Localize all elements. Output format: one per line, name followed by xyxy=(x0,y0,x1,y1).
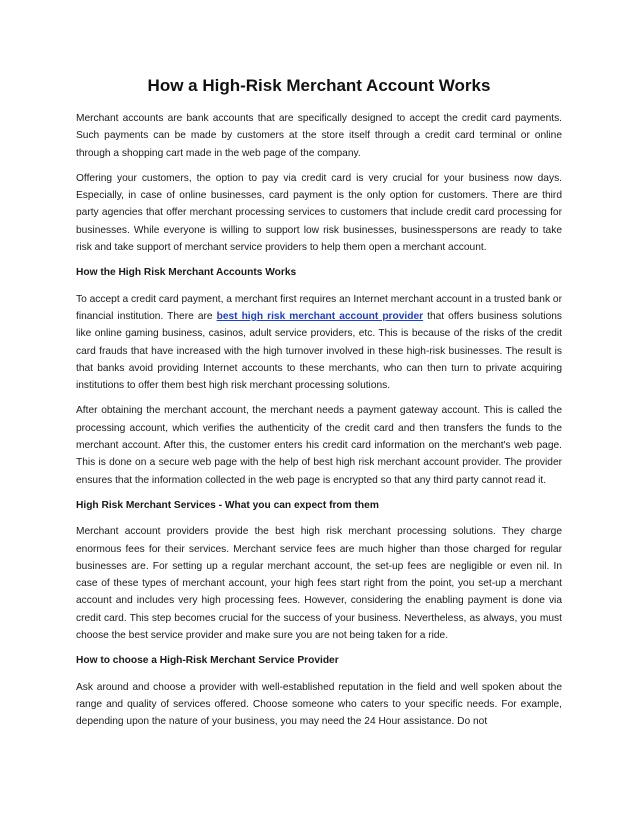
document-page xyxy=(76,76,562,739)
document-title: How a High-Risk Merchant Account Works xyxy=(147,76,491,95)
paragraph-text-start: To accept a credit card payment, a merchant first requires an Internet merchant account in a trusted bank or financial institution. There are xyxy=(76,293,562,322)
section-heading-services: High Risk Merchant Services - What you can expect from them xyxy=(76,499,379,511)
section-heading-how-it-works: How the High Risk Merchant Accounts Works xyxy=(76,267,297,279)
provider-link[interactable]: best high risk merchant account provider xyxy=(216,310,424,322)
paragraph-credit-card-option: Offering your customers, the option to pay via credit card is very crucial for your business now days. Especially, in case of online businesses, card payment is the only option for customers. There are third party agencies that offer merchant processing services to customers that include credit card processing for businesses. While everyone is willing to support low risk businesses, businesspersons are ready to take risk and take support of merchant service providers to help them open a merchant account. xyxy=(76,172,562,254)
paragraph-provider-fees: Merchant account providers provide the best high risk merchant processing solutions. They charge enormous fees for their services. Merchant service fees are much higher than those charged for regular businesses are. For setting up a regular merchant account, the set-up fees are negligible or even nil. In case of these types of merchant account, your high fees start right from the point, you set-up a merchant account and includes very high processing fees. However, considering the enabling payment is done via credit card. This step becomes crucial for the success of your business. Nevertheless, as always, you must choose the best service provider and make sure you are not being taken for a ride. xyxy=(76,526,562,642)
paragraph-accept-payment xyxy=(76,291,562,395)
paragraph-payment-gateway: After obtaining the merchant account, the merchant needs a payment gateway account. This is called the processing account, which verifies the authenticity of the credit card and then transfers the funds to the merchant account. After this, the customer enters his credit card information on the merchant's web page. This is done on a secure web page with the help of best high risk merchant account provider. The provider ensures that the information collected in the web page is encrypted so that any third party cannot read it. xyxy=(76,405,562,486)
paragraph-choose-provider: Ask around and choose a provider with well-established reputation in the field and well spoken about the range and quality of services offered. Choose someone who caters to your specific needs. For example, depending upon the nature of your business, you may need the 24 Hour assistance. Do not xyxy=(76,681,562,728)
section-heading-choose-provider: How to choose a High-Risk Merchant Service Provider xyxy=(76,655,339,667)
paragraph-merchant-accounts-intro: Merchant accounts are bank accounts that are specifically designed to accept the credit card payments. Such payments can be made by customers at the store itself through a credit card terminal or online through a shopping cart made in the web page of the company. xyxy=(76,113,562,159)
paragraph-text-end: that offers business solutions like online gaming business, casinos, adult service providers, etc. This is because of the risks of the credit card frauds that have increased with the high turnover involved in these high-risk businesses. The result is that banks avoid providing Internet accounts to these merchants, who can then turn to private acquiring institutions to offer them best high risk merchant processing solutions. xyxy=(76,310,562,392)
